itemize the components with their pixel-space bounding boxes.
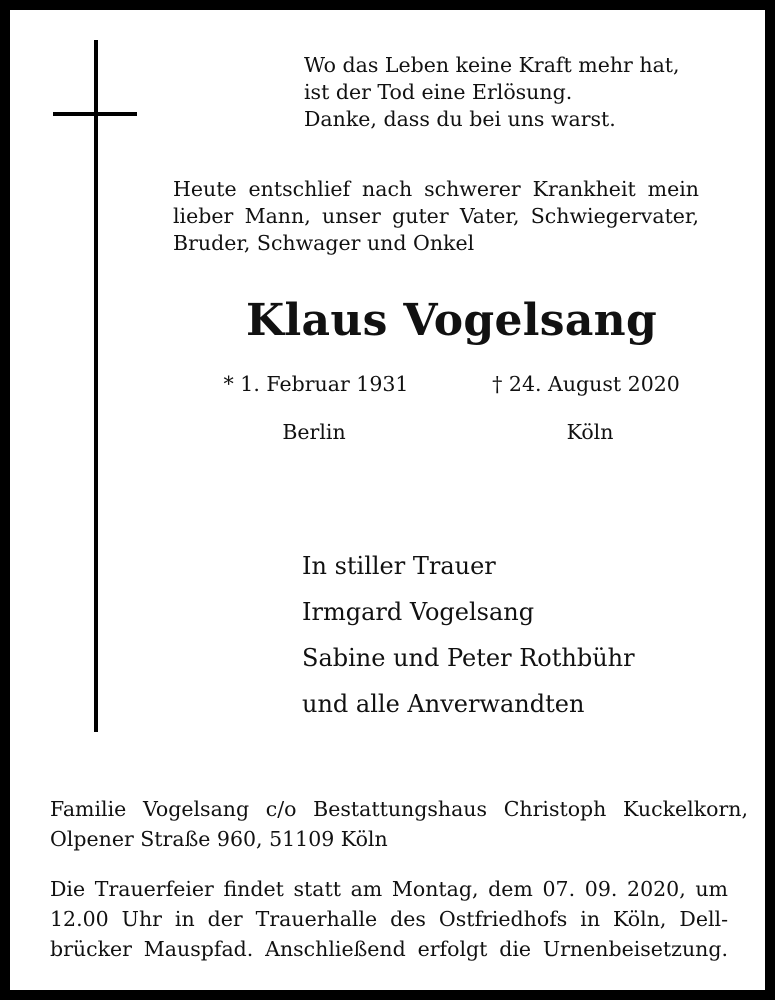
contact-address — [50, 794, 748, 854]
quote-line: Danke, dass du bei uns warst. — [304, 107, 616, 131]
mourner-line: und alle Anverwandten — [302, 690, 585, 718]
intro-line: Bruder, Schwager und Onkel — [173, 231, 475, 255]
ceremony-details — [50, 874, 728, 964]
deceased-name: Klaus Vogelsang — [246, 295, 658, 346]
cross-vertical-bar — [94, 40, 98, 732]
quote-line: Wo das Leben keine Kraft mehr hat, — [304, 53, 680, 77]
death-place: Köln — [566, 420, 614, 444]
intro-line: Heute entschlief nach schwerer Krankheit mein — [173, 177, 699, 201]
cross-horizontal-bar — [53, 112, 137, 116]
death-date: † 24. August 2020 — [492, 372, 680, 396]
mourners-list — [302, 543, 635, 727]
contact-line: Olpener Straße 960, 51109 Köln — [50, 827, 388, 851]
mourner-line: In stiller Trauer — [302, 552, 496, 580]
intro-line: lieber Mann, unser guter Vater, Schwiegervater, — [173, 204, 699, 228]
mourner-line: Sabine und Peter Rothbühr — [302, 644, 635, 672]
contact-line: Familie Vogelsang c/o Bestattungshaus Christoph Kuckelkorn, — [50, 797, 748, 821]
quote-line: ist der Tod eine Erlösung. — [304, 80, 573, 104]
ceremony-line: 12.00 Uhr in der Trauerhalle des Ostfriedhofs in Köln, Dell- — [50, 907, 728, 931]
ceremony-line: Die Trauerfeier findet statt am Montag, dem 07. 09. 2020, um — [50, 877, 728, 901]
memorial-quote — [304, 52, 680, 133]
ceremony-line: brücker Mauspfad. Anschließend erfolgt die Urnenbeisetzung. — [50, 937, 728, 961]
birth-date: * 1. Februar 1931 — [223, 372, 409, 396]
mourner-line: Irmgard Vogelsang — [302, 598, 535, 626]
birth-place: Berlin — [282, 420, 346, 444]
announcement-intro — [173, 176, 699, 257]
